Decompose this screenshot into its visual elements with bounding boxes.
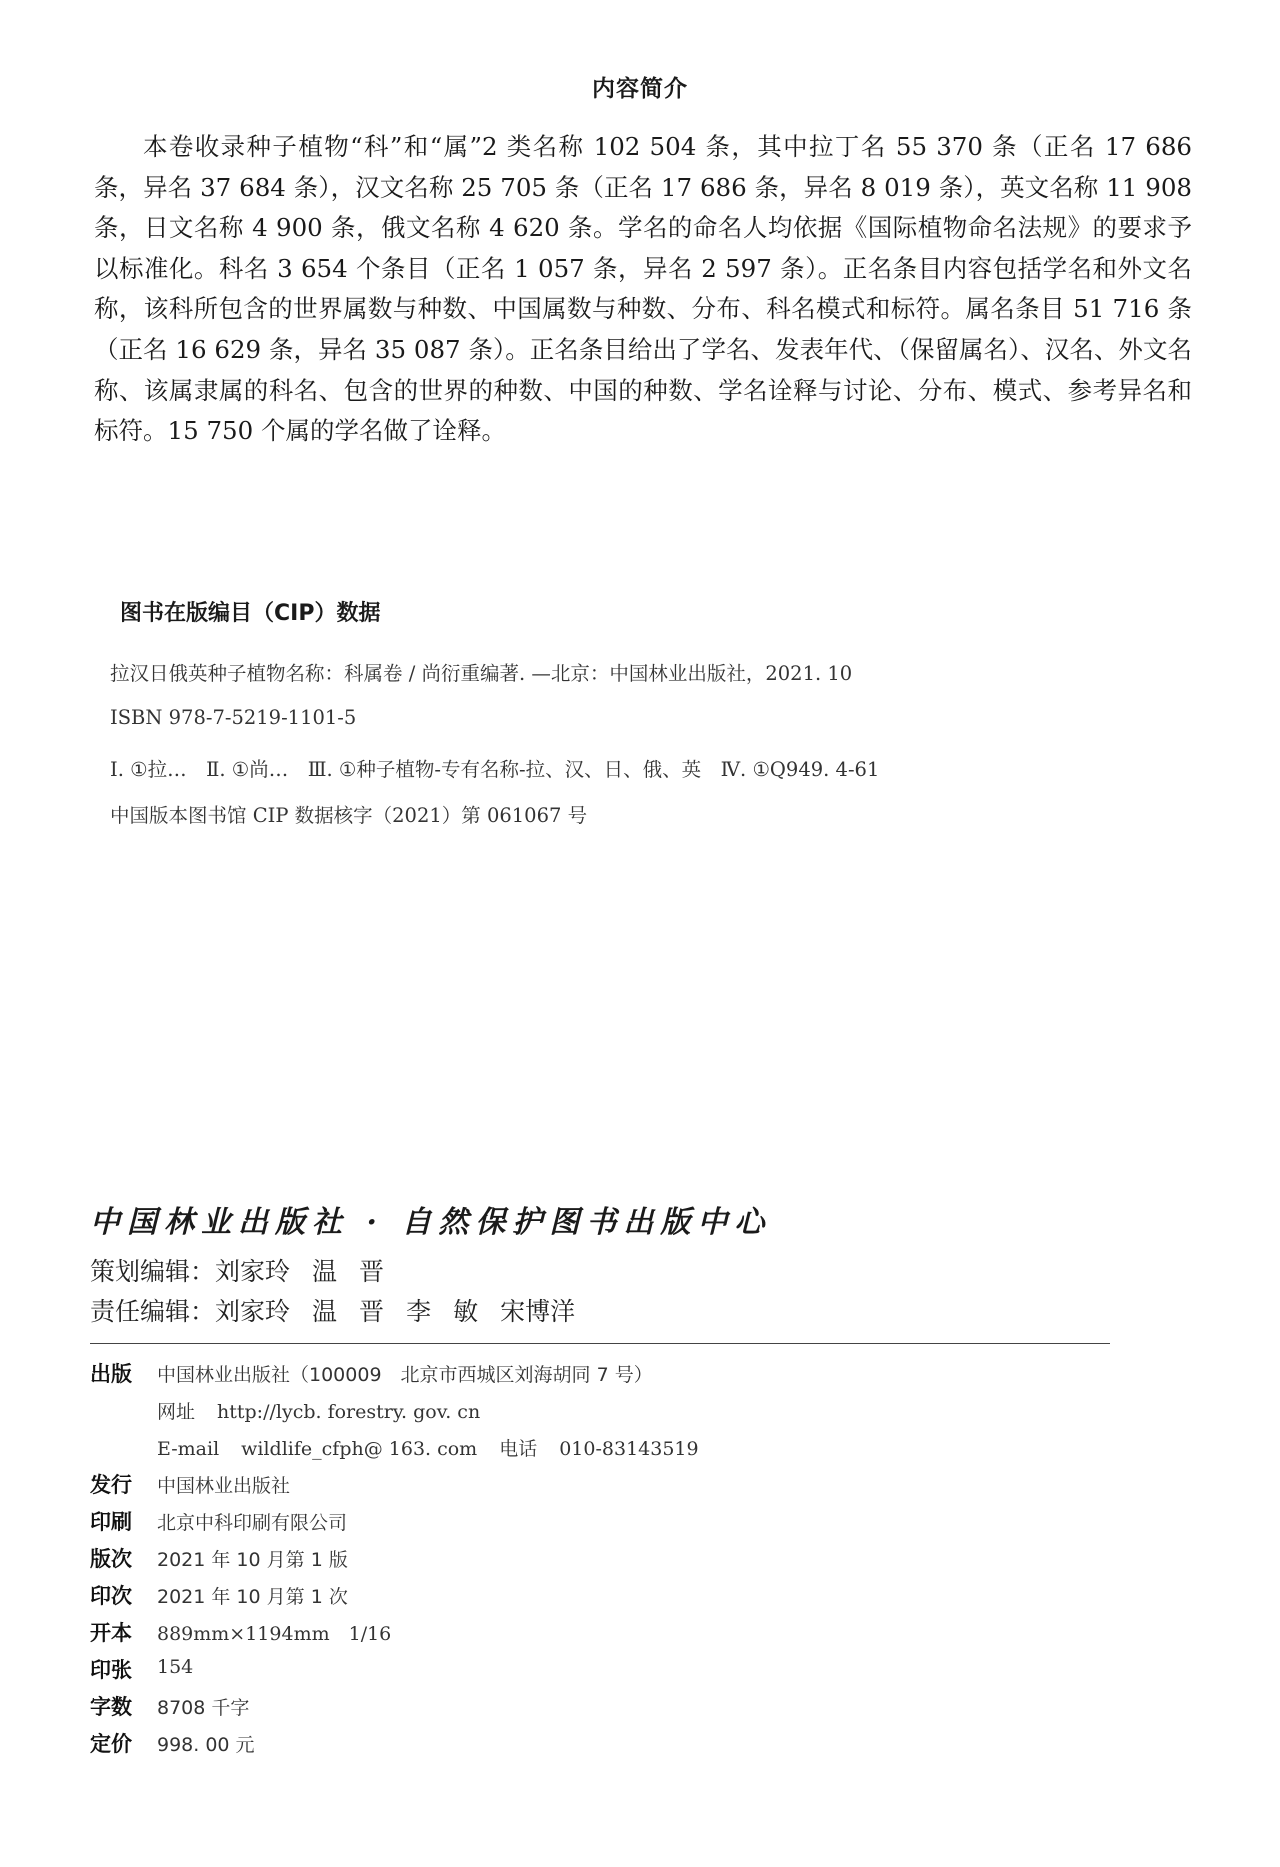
email-value: wildlife_cfph@ 163. com bbox=[241, 1438, 478, 1460]
edition-value: 2021 年 10 月第 1 版 bbox=[157, 1549, 348, 1571]
publisher-banner: 中国林业出版社 · 自然保护图书出版中心 bbox=[90, 1205, 772, 1240]
distribute-value: 中国林业出版社 bbox=[157, 1475, 291, 1497]
editor-name: 晋 bbox=[359, 1257, 385, 1286]
sheets-label: 印张 bbox=[90, 1658, 132, 1682]
distribute-label: 发行 bbox=[90, 1473, 132, 1497]
impression-label: 印次 bbox=[90, 1584, 132, 1608]
phone-value: 010-83143519 bbox=[559, 1438, 699, 1460]
divider-rule bbox=[90, 1343, 1110, 1344]
website-value: http://lycb. forestry. gov. cn bbox=[217, 1401, 481, 1423]
print-value: 北京中科印刷有限公司 bbox=[157, 1512, 348, 1534]
planning-editor-label: 策划编辑： bbox=[90, 1257, 216, 1286]
planning-editors bbox=[90, 1252, 384, 1288]
words-value: 8708 千字 bbox=[157, 1697, 250, 1719]
editor-name: 刘家玲 bbox=[215, 1297, 291, 1326]
editor-name: 宋博洋 bbox=[500, 1297, 576, 1326]
price-label: 定价 bbox=[90, 1732, 132, 1756]
cip-record-number-line: 中国版本图书馆 CIP 数据核字（2021）第 061067 号 bbox=[110, 804, 588, 827]
cip-isbn-line: ISBN 978-7-5219-1101-5 bbox=[110, 706, 357, 729]
intro-paragraph: 本卷收录种子植物“科”和“属”2 类名称 102 504 条，其中拉丁名 55 370 条（正名 17 686 条，异名 37 684 条），汉文名称 25 705 条（正名 17 686 条，异名 8 019 条），英文名称 11 908 条，日文名称 4 900 条，俄文名称 4 620 条。学名的命名人均依据《国际植物命名法规》的要求予以标准化。科名 3 654 个条目（正名 1 057 条，异名 2 597 条）。正名条目内容包括学名和外文名称，该科所包含的世界属数与种数、中国属数与种数、分布、科名模式和标符。属名条目 51 716 条（正名 16 629 条，异名 35 087 条）。正名条目给出了学名、发表年代、（保留属名）、汉名、外文名称、该属隶属的科名、包含的世界的种数、中国的种数、学名诠释与讨论、分布、模式、参考异名和标符。15 750 个属的学名做了诠释。 bbox=[94, 132, 1192, 446]
format-label: 开本 bbox=[90, 1621, 132, 1645]
editor-name: 敏 bbox=[453, 1297, 479, 1326]
editor-name: 温 bbox=[312, 1257, 338, 1286]
responsible-editors bbox=[90, 1292, 575, 1328]
publish-value: 中国林业出版社（100009 北京市西城区刘海胡同 7 号） bbox=[157, 1364, 653, 1386]
impression-value: 2021 年 10 月第 1 次 bbox=[157, 1586, 348, 1608]
cip-heading: 图书在版编目（CIP）数据 bbox=[120, 601, 381, 626]
publish-label: 出版 bbox=[90, 1362, 132, 1386]
phone-label: 电话 bbox=[499, 1438, 538, 1460]
responsible-editor-label: 责任编辑： bbox=[90, 1297, 216, 1326]
cip-title-line: 拉汉日俄英种子植物名称：科属卷 / 尚衍重编著. —北京：中国林业出版社，2021. 10 bbox=[110, 662, 853, 685]
editor-name: 李 bbox=[406, 1297, 432, 1326]
editor-name: 刘家玲 bbox=[215, 1257, 291, 1286]
email-label: E-mail bbox=[157, 1438, 220, 1460]
editor-name: 温 bbox=[312, 1297, 338, 1326]
cip-classification-line: Ⅰ. ①拉… Ⅱ. ①尚… Ⅲ. ①种子植物-专有名称-拉、汉、日、俄、英 Ⅳ. ①Q949. 4-61 bbox=[110, 758, 880, 781]
format-value: 889mm×1194mm 1/16 bbox=[157, 1623, 392, 1645]
price-value: 998. 00 元 bbox=[157, 1734, 255, 1756]
website-label: 网址 bbox=[157, 1401, 196, 1423]
edition-label: 版次 bbox=[90, 1547, 132, 1571]
print-label: 印刷 bbox=[90, 1510, 132, 1534]
editor-name: 晋 bbox=[359, 1297, 385, 1326]
words-label: 字数 bbox=[90, 1695, 132, 1719]
sheets-value: 154 bbox=[157, 1656, 194, 1678]
intro-title: 内容简介 bbox=[592, 76, 688, 102]
